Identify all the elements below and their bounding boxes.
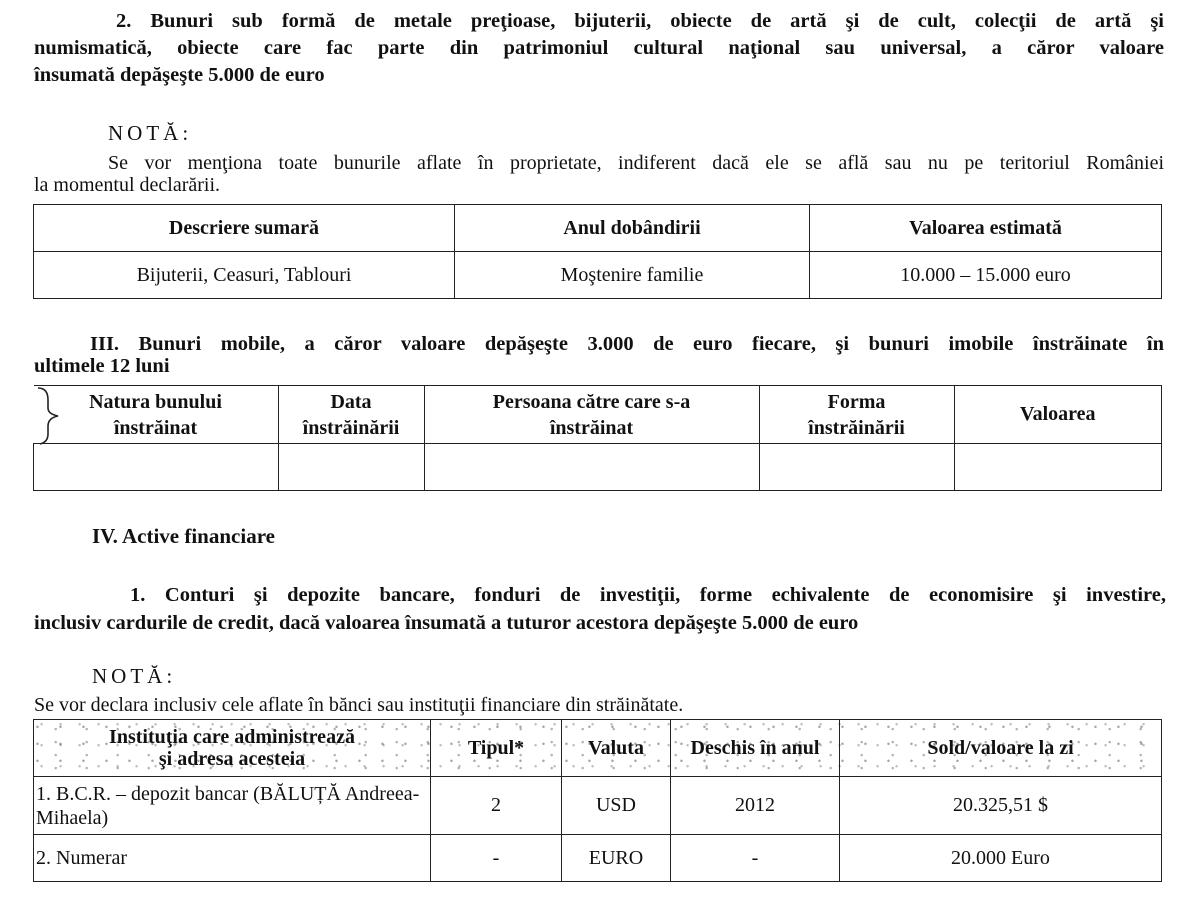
- section-4-nota-title: NOTĂ:: [92, 664, 177, 688]
- header-forma: Forma înstrăinării: [759, 386, 954, 444]
- table-row: [34, 777, 1162, 835]
- table-row: [34, 835, 1162, 882]
- header-descriere: Descriere sumară: [34, 205, 455, 252]
- header-valoarea: Valoarea: [954, 386, 1162, 444]
- section-2-nota-line1: Se vor menţiona toate bunurile aflate în proprietate, indiferent dacă ele se află sau nu pe teritoriul României: [108, 152, 1164, 174]
- section-3-heading-line2: ultimele 12 luni: [34, 355, 170, 377]
- header-anul: Anul dobândirii: [455, 205, 810, 252]
- cell-valuta: USD: [562, 777, 671, 835]
- section-3-heading-line1: III. Bunuri mobile, a căror valoare depăşeşte 3.000 de euro fiecare, şi bunuri imobile înstrăinate în: [90, 333, 1164, 355]
- section-4-subheading-line1: 1. Conturi şi depozite bancare, fonduri de investiţii, forme echivalente de economisire şi investire,: [130, 584, 1166, 606]
- section-4-subheading: [34, 581, 1166, 637]
- table-row: [34, 444, 1162, 491]
- section-2-heading-line1: 2. Bunuri sub formă de metale preţioase, bijuterii, obiecte de artă şi de cult, colecţii de artă şi: [116, 10, 1164, 32]
- cell-valoarea: [954, 444, 1162, 491]
- section-3-heading: [34, 330, 1164, 380]
- cell-tipul: 2: [431, 777, 562, 835]
- cell-natura: [34, 444, 279, 491]
- header-data: Data înstrăinării: [278, 386, 424, 444]
- header-persoana: Persoana către care s-a înstrăinat: [424, 386, 759, 444]
- cell-descriere: Bijuterii, Ceasuri, Tablouri: [34, 252, 455, 299]
- cell-sold: 20.000 Euro: [840, 835, 1162, 882]
- section-4-nota-text: Se vor declara inclusiv cele aflate în bănci sau instituţii financiare din străinătate.: [34, 694, 684, 716]
- header-institutia: Instituţia care administrează şi adresa acesteia: [34, 720, 431, 777]
- cell-anul: Moştenire familie: [455, 252, 810, 299]
- cell-valuta: EURO: [562, 835, 671, 882]
- header-tipul: Tipul*: [431, 720, 562, 777]
- cell-tipul: -: [431, 835, 562, 882]
- header-valoarea: Valoarea estimată: [810, 205, 1162, 252]
- cell-persoana: [424, 444, 759, 491]
- cell-institutia: 1. B.C.R. – depozit bancar (BĂLUȚĂ Andreea-Mihaela): [34, 777, 431, 835]
- section-2-heading-line3: însumată depăşeşte 5.000 de euro: [34, 64, 325, 86]
- cell-deschis: -: [671, 835, 840, 882]
- cell-deschis: 2012: [671, 777, 840, 835]
- section-2-nota-title: NOTĂ:: [108, 121, 193, 145]
- bank-accounts-table: [33, 719, 1162, 882]
- cell-institutia: 2. Numerar: [34, 835, 431, 882]
- header-deschis: Deschis în anul: [671, 720, 840, 777]
- scan-bracket-mark: [34, 386, 64, 446]
- section-4-heading: IV. Active financiare: [92, 524, 275, 548]
- valuables-table: [33, 204, 1162, 299]
- section-2-nota-text: [34, 152, 1164, 196]
- cell-forma: [759, 444, 954, 491]
- section-2-heading: [34, 8, 1164, 89]
- cell-data: [278, 444, 424, 491]
- table-header-row: [34, 205, 1162, 252]
- section-2-nota-line2: la momentul declarării.: [34, 174, 221, 196]
- alienated-goods-table: [33, 385, 1162, 491]
- header-natura: Natura bunului înstrăinat: [34, 386, 279, 444]
- table-header-row: [34, 720, 1162, 777]
- header-sold: Sold/valoare la zi: [840, 720, 1162, 777]
- table-header-row: [34, 386, 1162, 444]
- section-2-heading-line2: numismatică, obiecte care fac parte din patrimoniul cultural naţional sau universal, a căror valoare: [34, 37, 1164, 59]
- cell-valoarea: 10.000 – 15.000 euro: [810, 252, 1162, 299]
- cell-sold: 20.325,51 $: [840, 777, 1162, 835]
- header-valuta: Valuta: [562, 720, 671, 777]
- table-row: [34, 252, 1162, 299]
- section-4-subheading-line2: inclusiv cardurile de credit, dacă valoarea însumată a tuturor acestora depăşeşte 5.000 de euro: [34, 612, 859, 634]
